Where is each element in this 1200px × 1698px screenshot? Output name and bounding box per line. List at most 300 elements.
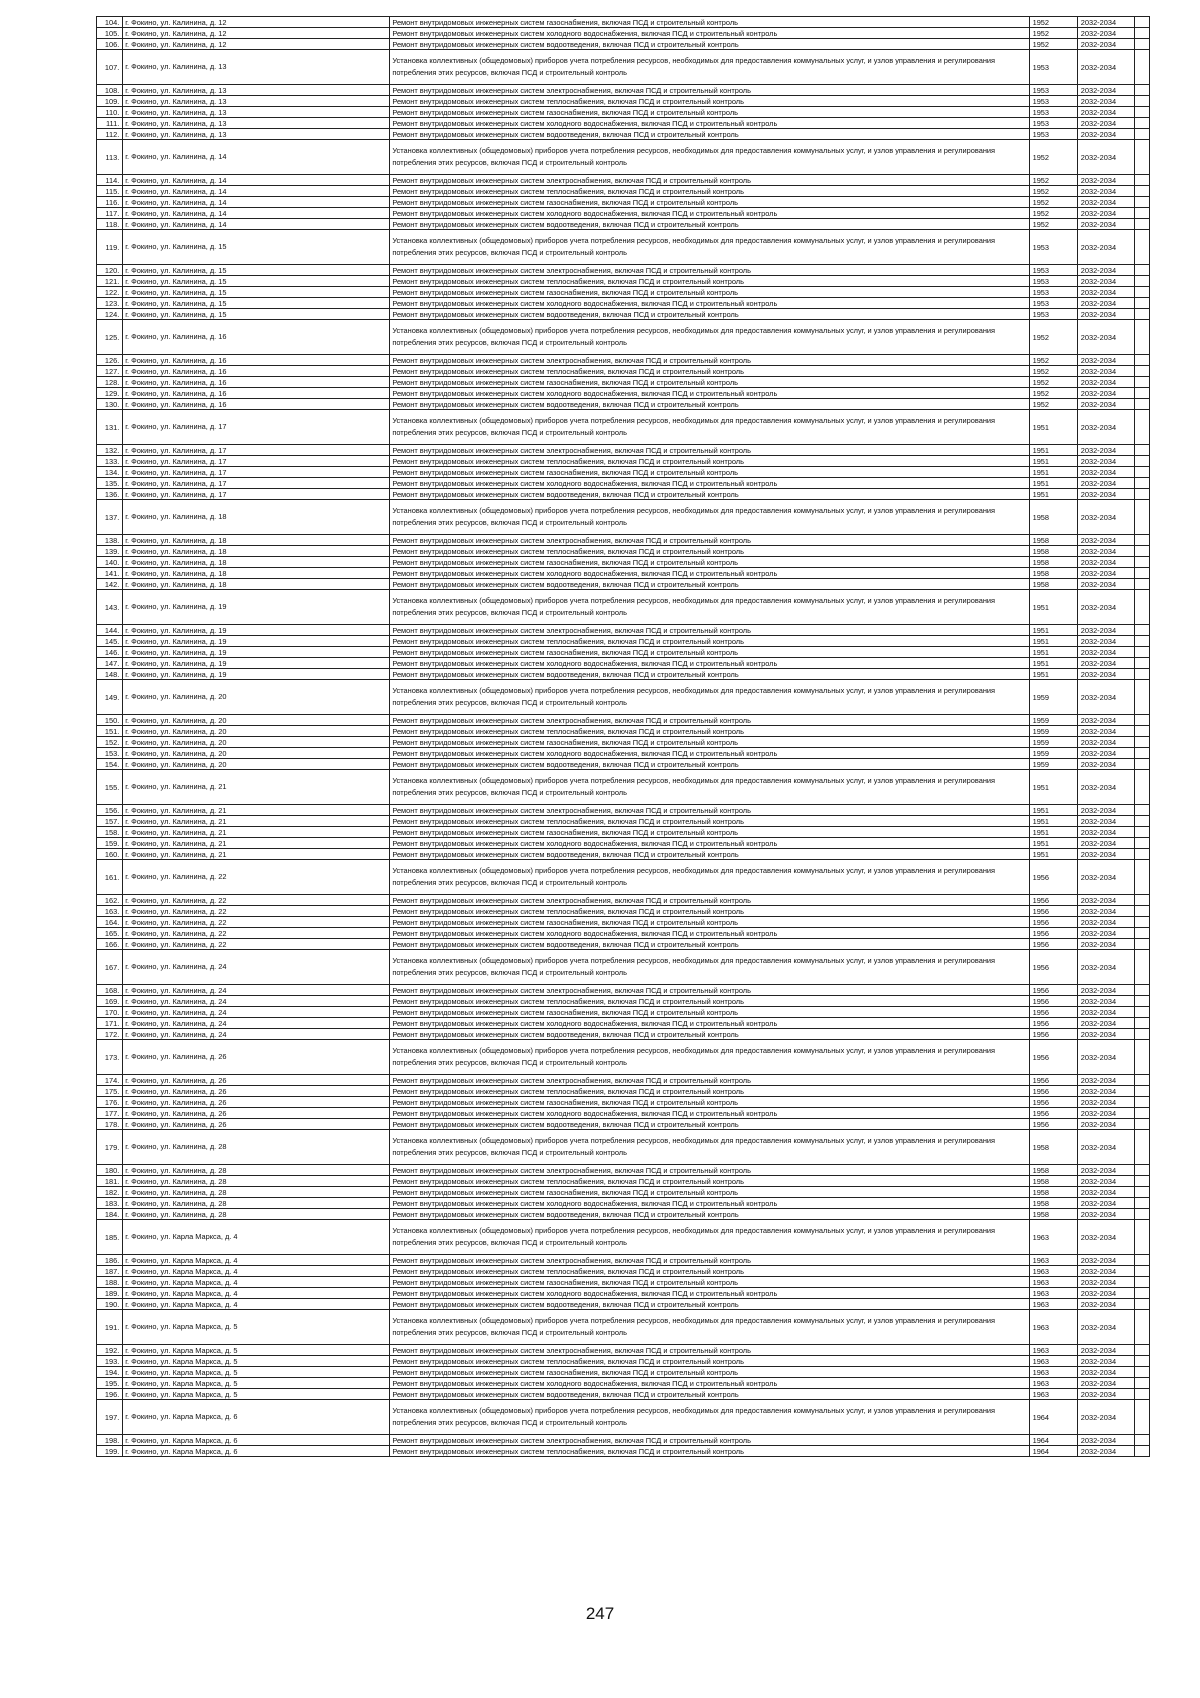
table-row — [97, 456, 1150, 467]
table-row — [97, 827, 1150, 838]
row-number-cell: 149. — [97, 680, 123, 715]
row-number-cell: 185. — [97, 1220, 123, 1255]
work-type-cell: Ремонт внутридомовых инженерных систем электроснабжения, включая ПСД и строительный контроль — [390, 895, 1029, 906]
table-row — [97, 1029, 1150, 1040]
work-type-cell: Ремонт внутридомовых инженерных систем электроснабжения, включая ПСД и строительный контроль — [390, 985, 1029, 996]
address-cell: г. Фокино, ул. Карла Маркса, д. 5 — [123, 1310, 390, 1345]
period-cell: 2032-2034 — [1077, 1029, 1134, 1040]
empty-cell — [1134, 467, 1149, 478]
build-year-cell: 1951 — [1029, 590, 1077, 625]
empty-cell — [1134, 838, 1149, 849]
build-year-cell: 1953 — [1029, 129, 1077, 140]
table-row — [97, 1007, 1150, 1018]
address-cell: г. Фокино, ул. Карла Маркса, д. 6 — [123, 1435, 390, 1446]
period-cell: 2032-2034 — [1077, 827, 1134, 838]
address-cell: г. Фокино, ул. Калинина, д. 24 — [123, 950, 390, 985]
work-type-cell: Ремонт внутридомовых инженерных систем водоотведения, включая ПСД и строительный контроль — [390, 1209, 1029, 1220]
address-cell: г. Фокино, ул. Карла Маркса, д. 4 — [123, 1266, 390, 1277]
period-cell: 2032-2034 — [1077, 715, 1134, 726]
build-year-cell: 1951 — [1029, 816, 1077, 827]
table-row — [97, 939, 1150, 950]
row-number-cell: 152. — [97, 737, 123, 748]
build-year-cell: 1952 — [1029, 17, 1077, 28]
empty-cell — [1134, 1277, 1149, 1288]
address-cell: г. Фокино, ул. Калинина, д. 28 — [123, 1198, 390, 1209]
period-cell: 2032-2034 — [1077, 230, 1134, 265]
row-number-cell: 147. — [97, 658, 123, 669]
empty-cell — [1134, 175, 1149, 186]
empty-cell — [1134, 636, 1149, 647]
empty-cell — [1134, 849, 1149, 860]
table-row — [97, 838, 1150, 849]
address-cell: г. Фокино, ул. Карла Маркса, д. 4 — [123, 1255, 390, 1266]
row-number-cell: 192. — [97, 1345, 123, 1356]
empty-cell — [1134, 1400, 1149, 1435]
row-number-cell: 173. — [97, 1040, 123, 1075]
table-row — [97, 625, 1150, 636]
address-cell: г. Фокино, ул. Калинина, д. 28 — [123, 1187, 390, 1198]
period-cell: 2032-2034 — [1077, 265, 1134, 276]
build-year-cell: 1952 — [1029, 366, 1077, 377]
table-row — [97, 197, 1150, 208]
build-year-cell: 1952 — [1029, 320, 1077, 355]
work-type-cell: Ремонт внутридомовых инженерных систем электроснабжения, включая ПСД и строительный контроль — [390, 85, 1029, 96]
empty-cell — [1134, 355, 1149, 366]
empty-cell — [1134, 816, 1149, 827]
table-row — [97, 726, 1150, 737]
row-number-cell: 150. — [97, 715, 123, 726]
table-row — [97, 1277, 1150, 1288]
work-type-cell: Ремонт внутридомовых инженерных систем теплоснабжения, включая ПСД и строительный контроль — [390, 96, 1029, 107]
empty-cell — [1134, 568, 1149, 579]
row-number-cell: 157. — [97, 816, 123, 827]
empty-cell — [1134, 1209, 1149, 1220]
address-cell: г. Фокино, ул. Калинина, д. 13 — [123, 129, 390, 140]
address-cell: г. Фокино, ул. Калинина, д. 24 — [123, 1018, 390, 1029]
build-year-cell: 1956 — [1029, 1075, 1077, 1086]
build-year-cell: 1953 — [1029, 107, 1077, 118]
work-type-cell: Ремонт внутридомовых инженерных систем водоотведения, включая ПСД и строительный контроль — [390, 669, 1029, 680]
empty-cell — [1134, 748, 1149, 759]
row-number-cell: 110. — [97, 107, 123, 118]
table-row — [97, 355, 1150, 366]
empty-cell — [1134, 1086, 1149, 1097]
address-cell: г. Фокино, ул. Калинина, д. 14 — [123, 140, 390, 175]
work-type-cell: Ремонт внутридомовых инженерных систем газоснабжения, включая ПСД и строительный контроль — [390, 827, 1029, 838]
build-year-cell: 1958 — [1029, 546, 1077, 557]
address-cell: г. Фокино, ул. Карла Маркса, д. 6 — [123, 1400, 390, 1435]
table-row — [97, 1187, 1150, 1198]
empty-cell — [1134, 985, 1149, 996]
work-type-cell: Установка коллективных (общедомовых) приборов учета потребления ресурсов, необходимых для предоставления коммунальных услуг, и узлов управления и регулирования потребления этих ресурсов, включая ПСД и строительный контроль — [390, 230, 1029, 265]
row-number-cell: 188. — [97, 1277, 123, 1288]
period-cell: 2032-2034 — [1077, 489, 1134, 500]
row-number-cell: 146. — [97, 647, 123, 658]
table-row — [97, 996, 1150, 1007]
table-row — [97, 1288, 1150, 1299]
address-cell: г. Фокино, ул. Калинина, д. 20 — [123, 748, 390, 759]
work-type-cell: Ремонт внутридомовых инженерных систем теплоснабжения, включая ПСД и строительный контроль — [390, 1086, 1029, 1097]
address-cell: г. Фокино, ул. Калинина, д. 26 — [123, 1097, 390, 1108]
empty-cell — [1134, 186, 1149, 197]
empty-cell — [1134, 805, 1149, 816]
empty-cell — [1134, 1176, 1149, 1187]
row-number-cell: 112. — [97, 129, 123, 140]
table-row — [97, 748, 1150, 759]
table-row — [97, 85, 1150, 96]
table-row — [97, 770, 1150, 805]
work-type-cell: Ремонт внутридомовых инженерных систем водоотведения, включая ПСД и строительный контроль — [390, 1029, 1029, 1040]
row-number-cell: 170. — [97, 1007, 123, 1018]
empty-cell — [1134, 96, 1149, 107]
build-year-cell: 1963 — [1029, 1378, 1077, 1389]
work-type-cell: Ремонт внутридомовых инженерных систем газоснабжения, включая ПСД и строительный контроль — [390, 917, 1029, 928]
table-row — [97, 928, 1150, 939]
address-cell: г. Фокино, ул. Калинина, д. 18 — [123, 535, 390, 546]
empty-cell — [1134, 737, 1149, 748]
build-year-cell: 1953 — [1029, 85, 1077, 96]
row-number-cell: 140. — [97, 557, 123, 568]
work-type-cell: Ремонт внутридомовых инженерных систем электроснабжения, включая ПСД и строительный контроль — [390, 1345, 1029, 1356]
address-cell: г. Фокино, ул. Калинина, д. 17 — [123, 467, 390, 478]
row-number-cell: 167. — [97, 950, 123, 985]
empty-cell — [1134, 1018, 1149, 1029]
period-cell: 2032-2034 — [1077, 1165, 1134, 1176]
period-cell: 2032-2034 — [1077, 895, 1134, 906]
build-year-cell: 1952 — [1029, 186, 1077, 197]
work-type-cell: Ремонт внутридомовых инженерных систем теплоснабжения, включая ПСД и строительный контроль — [390, 1356, 1029, 1367]
period-cell: 2032-2034 — [1077, 219, 1134, 230]
table-row — [97, 399, 1150, 410]
period-cell: 2032-2034 — [1077, 1356, 1134, 1367]
table-row — [97, 1209, 1150, 1220]
empty-cell — [1134, 917, 1149, 928]
row-number-cell: 191. — [97, 1310, 123, 1345]
work-type-cell: Установка коллективных (общедомовых) приборов учета потребления ресурсов, необходимых для предоставления коммунальных услуг, и узлов управления и регулирования потребления этих ресурсов, включая ПСД и строительный контроль — [390, 1310, 1029, 1345]
build-year-cell: 1963 — [1029, 1345, 1077, 1356]
address-cell: г. Фокино, ул. Калинина, д. 13 — [123, 107, 390, 118]
table-row — [97, 1345, 1150, 1356]
empty-cell — [1134, 1367, 1149, 1378]
empty-cell — [1134, 827, 1149, 838]
work-type-cell: Установка коллективных (общедомовых) приборов учета потребления ресурсов, необходимых для предоставления коммунальных услуг, и узлов управления и регулирования потребления этих ресурсов, включая ПСД и строительный контроль — [390, 770, 1029, 805]
empty-cell — [1134, 928, 1149, 939]
work-type-cell: Ремонт внутридомовых инженерных систем газоснабжения, включая ПСД и строительный контроль — [390, 107, 1029, 118]
table-row — [97, 669, 1150, 680]
work-type-cell: Ремонт внутридомовых инженерных систем холодного водоснабжения, включая ПСД и строительный контроль — [390, 388, 1029, 399]
period-cell: 2032-2034 — [1077, 849, 1134, 860]
build-year-cell: 1958 — [1029, 535, 1077, 546]
table-row — [97, 410, 1150, 445]
address-cell: г. Фокино, ул. Карла Маркса, д. 4 — [123, 1288, 390, 1299]
build-year-cell: 1956 — [1029, 939, 1077, 950]
empty-cell — [1134, 17, 1149, 28]
work-type-cell: Ремонт внутридомовых инженерных систем холодного водоснабжения, включая ПСД и строительный контроль — [390, 1378, 1029, 1389]
period-cell: 2032-2034 — [1077, 1086, 1134, 1097]
build-year-cell: 1963 — [1029, 1310, 1077, 1345]
build-year-cell: 1952 — [1029, 208, 1077, 219]
row-number-cell: 176. — [97, 1097, 123, 1108]
build-year-cell: 1963 — [1029, 1255, 1077, 1266]
work-type-cell: Ремонт внутридомовых инженерных систем теплоснабжения, включая ПСД и строительный контроль — [390, 186, 1029, 197]
table-row — [97, 568, 1150, 579]
work-type-cell: Ремонт внутридомовых инженерных систем электроснабжения, включая ПСД и строительный контроль — [390, 1435, 1029, 1446]
address-cell: г. Фокино, ул. Калинина, д. 19 — [123, 669, 390, 680]
empty-cell — [1134, 535, 1149, 546]
empty-cell — [1134, 647, 1149, 658]
address-cell: г. Фокино, ул. Калинина, д. 19 — [123, 590, 390, 625]
table-row — [97, 1378, 1150, 1389]
period-cell: 2032-2034 — [1077, 118, 1134, 129]
empty-cell — [1134, 366, 1149, 377]
period-cell: 2032-2034 — [1077, 1446, 1134, 1457]
row-number-cell: 142. — [97, 579, 123, 590]
row-number-cell: 125. — [97, 320, 123, 355]
build-year-cell: 1951 — [1029, 838, 1077, 849]
period-cell: 2032-2034 — [1077, 590, 1134, 625]
table-row — [97, 219, 1150, 230]
table-row — [97, 1266, 1150, 1277]
address-cell: г. Фокино, ул. Калинина, д. 19 — [123, 636, 390, 647]
build-year-cell: 1953 — [1029, 118, 1077, 129]
address-cell: г. Фокино, ул. Калинина, д. 20 — [123, 737, 390, 748]
row-number-cell: 136. — [97, 489, 123, 500]
period-cell: 2032-2034 — [1077, 445, 1134, 456]
table-row — [97, 276, 1150, 287]
table-row — [97, 715, 1150, 726]
period-cell: 2032-2034 — [1077, 129, 1134, 140]
build-year-cell: 1959 — [1029, 726, 1077, 737]
row-number-cell: 197. — [97, 1400, 123, 1435]
period-cell: 2032-2034 — [1077, 1389, 1134, 1400]
row-number-cell: 120. — [97, 265, 123, 276]
build-year-cell: 1951 — [1029, 410, 1077, 445]
row-number-cell: 123. — [97, 298, 123, 309]
period-cell: 2032-2034 — [1077, 500, 1134, 535]
build-year-cell: 1951 — [1029, 636, 1077, 647]
build-year-cell: 1959 — [1029, 737, 1077, 748]
work-type-cell: Ремонт внутридомовых инженерных систем теплоснабжения, включая ПСД и строительный контроль — [390, 816, 1029, 827]
build-year-cell: 1951 — [1029, 489, 1077, 500]
period-cell: 2032-2034 — [1077, 456, 1134, 467]
build-year-cell: 1956 — [1029, 1108, 1077, 1119]
build-year-cell: 1963 — [1029, 1299, 1077, 1310]
table-row — [97, 1075, 1150, 1086]
build-year-cell: 1956 — [1029, 928, 1077, 939]
work-type-cell: Ремонт внутридомовых инженерных систем электроснабжения, включая ПСД и строительный контроль — [390, 625, 1029, 636]
build-year-cell: 1951 — [1029, 658, 1077, 669]
row-number-cell: 141. — [97, 568, 123, 579]
empty-cell — [1134, 1198, 1149, 1209]
address-cell: г. Фокино, ул. Калинина, д. 21 — [123, 827, 390, 838]
empty-cell — [1134, 388, 1149, 399]
period-cell: 2032-2034 — [1077, 669, 1134, 680]
build-year-cell: 1958 — [1029, 1165, 1077, 1176]
address-cell: г. Фокино, ул. Калинина, д. 22 — [123, 895, 390, 906]
work-type-cell: Ремонт внутридомовых инженерных систем водоотведения, включая ПСД и строительный контроль — [390, 219, 1029, 230]
table-row — [97, 759, 1150, 770]
row-number-cell: 122. — [97, 287, 123, 298]
address-cell: г. Фокино, ул. Калинина, д. 17 — [123, 410, 390, 445]
period-cell: 2032-2034 — [1077, 1299, 1134, 1310]
address-cell: г. Фокино, ул. Калинина, д. 28 — [123, 1130, 390, 1165]
row-number-cell: 109. — [97, 96, 123, 107]
empty-cell — [1134, 1097, 1149, 1108]
address-cell: г. Фокино, ул. Калинина, д. 14 — [123, 186, 390, 197]
work-type-cell: Ремонт внутридомовых инженерных систем электроснабжения, включая ПСД и строительный контроль — [390, 175, 1029, 186]
work-type-cell: Ремонт внутридомовых инженерных систем электроснабжения, включая ПСД и строительный контроль — [390, 1255, 1029, 1266]
work-type-cell: Ремонт внутридомовых инженерных систем электроснабжения, включая ПСД и строительный контроль — [390, 1075, 1029, 1086]
work-type-cell: Ремонт внутридомовых инженерных систем газоснабжения, включая ПСД и строительный контроль — [390, 647, 1029, 658]
period-cell: 2032-2034 — [1077, 805, 1134, 816]
row-number-cell: 193. — [97, 1356, 123, 1367]
table-row — [97, 636, 1150, 647]
build-year-cell: 1964 — [1029, 1446, 1077, 1457]
table-row — [97, 737, 1150, 748]
empty-cell — [1134, 500, 1149, 535]
row-number-cell: 179. — [97, 1130, 123, 1165]
table-row — [97, 950, 1150, 985]
empty-cell — [1134, 1007, 1149, 1018]
empty-cell — [1134, 478, 1149, 489]
row-number-cell: 119. — [97, 230, 123, 265]
table-row — [97, 1165, 1150, 1176]
period-cell: 2032-2034 — [1077, 197, 1134, 208]
address-cell: г. Фокино, ул. Калинина, д. 26 — [123, 1119, 390, 1130]
address-cell: г. Фокино, ул. Калинина, д. 24 — [123, 985, 390, 996]
period-cell: 2032-2034 — [1077, 1288, 1134, 1299]
table-row — [97, 388, 1150, 399]
row-number-cell: 137. — [97, 500, 123, 535]
empty-cell — [1134, 298, 1149, 309]
address-cell: г. Фокино, ул. Калинина, д. 17 — [123, 456, 390, 467]
work-type-cell: Ремонт внутридомовых инженерных систем холодного водоснабжения, включая ПСД и строительный контроль — [390, 928, 1029, 939]
work-type-cell: Ремонт внутридомовых инженерных систем теплоснабжения, включая ПСД и строительный контроль — [390, 906, 1029, 917]
work-type-cell: Установка коллективных (общедомовых) приборов учета потребления ресурсов, необходимых для предоставления коммунальных услуг, и узлов управления и регулирования потребления этих ресурсов, включая ПСД и строительный контроль — [390, 1400, 1029, 1435]
address-cell: г. Фокино, ул. Калинина, д. 19 — [123, 658, 390, 669]
row-number-cell: 168. — [97, 985, 123, 996]
work-type-cell: Ремонт внутридомовых инженерных систем газоснабжения, включая ПСД и строительный контроль — [390, 377, 1029, 388]
row-number-cell: 187. — [97, 1266, 123, 1277]
period-cell: 2032-2034 — [1077, 1130, 1134, 1165]
work-type-cell: Ремонт внутридомовых инженерных систем газоснабжения, включая ПСД и строительный контроль — [390, 17, 1029, 28]
address-cell: г. Фокино, ул. Калинина, д. 20 — [123, 759, 390, 770]
period-cell: 2032-2034 — [1077, 535, 1134, 546]
row-number-cell: 108. — [97, 85, 123, 96]
work-type-cell: Ремонт внутридомовых инженерных систем водоотведения, включая ПСД и строительный контроль — [390, 939, 1029, 950]
empty-cell — [1134, 1165, 1149, 1176]
row-number-cell: 198. — [97, 1435, 123, 1446]
period-cell: 2032-2034 — [1077, 939, 1134, 950]
row-number-cell: 134. — [97, 467, 123, 478]
empty-cell — [1134, 1255, 1149, 1266]
row-number-cell: 107. — [97, 50, 123, 85]
table-row — [97, 478, 1150, 489]
work-type-cell: Ремонт внутридомовых инженерных систем электроснабжения, включая ПСД и строительный контроль — [390, 1165, 1029, 1176]
build-year-cell: 1953 — [1029, 50, 1077, 85]
build-year-cell: 1952 — [1029, 377, 1077, 388]
row-number-cell: 190. — [97, 1299, 123, 1310]
address-cell: г. Фокино, ул. Карла Маркса, д. 5 — [123, 1356, 390, 1367]
work-type-cell: Установка коллективных (общедомовых) приборов учета потребления ресурсов, необходимых для предоставления коммунальных услуг, и узлов управления и регулирования потребления этих ресурсов, включая ПСД и строительный контроль — [390, 1220, 1029, 1255]
work-type-cell: Ремонт внутридомовых инженерных систем газоснабжения, включая ПСД и строительный контроль — [390, 1097, 1029, 1108]
address-cell: г. Фокино, ул. Калинина, д. 18 — [123, 568, 390, 579]
row-number-cell: 129. — [97, 388, 123, 399]
table-row — [97, 17, 1150, 28]
period-cell: 2032-2034 — [1077, 175, 1134, 186]
work-type-cell: Ремонт внутридомовых инженерных систем холодного водоснабжения, включая ПСД и строительный контроль — [390, 208, 1029, 219]
address-cell: г. Фокино, ул. Калинина, д. 14 — [123, 175, 390, 186]
table-row — [97, 590, 1150, 625]
empty-cell — [1134, 208, 1149, 219]
table-row — [97, 860, 1150, 895]
period-cell: 2032-2034 — [1077, 1209, 1134, 1220]
row-number-cell: 169. — [97, 996, 123, 1007]
address-cell: г. Фокино, ул. Калинина, д. 14 — [123, 197, 390, 208]
build-year-cell: 1959 — [1029, 715, 1077, 726]
empty-cell — [1134, 1029, 1149, 1040]
build-year-cell: 1956 — [1029, 1097, 1077, 1108]
period-cell: 2032-2034 — [1077, 546, 1134, 557]
work-type-cell: Ремонт внутридомовых инженерных систем газоснабжения, включая ПСД и строительный контроль — [390, 1007, 1029, 1018]
row-number-cell: 172. — [97, 1029, 123, 1040]
work-type-cell: Установка коллективных (общедомовых) приборов учета потребления ресурсов, необходимых для предоставления коммунальных услуг, и узлов управления и регулирования потребления этих ресурсов, включая ПСД и строительный контроль — [390, 950, 1029, 985]
period-cell: 2032-2034 — [1077, 208, 1134, 219]
row-number-cell: 158. — [97, 827, 123, 838]
period-cell: 2032-2034 — [1077, 377, 1134, 388]
period-cell: 2032-2034 — [1077, 388, 1134, 399]
address-cell: г. Фокино, ул. Карла Маркса, д. 6 — [123, 1446, 390, 1457]
row-number-cell: 132. — [97, 445, 123, 456]
work-type-cell: Ремонт внутридомовых инженерных систем газоснабжения, включая ПСД и строительный контроль — [390, 1277, 1029, 1288]
table-row — [97, 467, 1150, 478]
work-type-cell: Ремонт внутридомовых инженерных систем водоотведения, включая ПСД и строительный контроль — [390, 1389, 1029, 1400]
empty-cell — [1134, 456, 1149, 467]
address-cell: г. Фокино, ул. Калинина, д. 28 — [123, 1165, 390, 1176]
period-cell: 2032-2034 — [1077, 1400, 1134, 1435]
work-type-cell: Ремонт внутридомовых инженерных систем водоотведения, включая ПСД и строительный контроль — [390, 1119, 1029, 1130]
empty-cell — [1134, 287, 1149, 298]
build-year-cell: 1958 — [1029, 579, 1077, 590]
table-row — [97, 118, 1150, 129]
period-cell: 2032-2034 — [1077, 996, 1134, 1007]
row-number-cell: 195. — [97, 1378, 123, 1389]
build-year-cell: 1951 — [1029, 770, 1077, 805]
address-cell: г. Фокино, ул. Калинина, д. 18 — [123, 579, 390, 590]
address-cell: г. Фокино, ул. Калинина, д. 15 — [123, 265, 390, 276]
empty-cell — [1134, 85, 1149, 96]
empty-cell — [1134, 489, 1149, 500]
work-type-cell: Установка коллективных (общедомовых) приборов учета потребления ресурсов, необходимых для предоставления коммунальных услуг, и узлов управления и регулирования потребления этих ресурсов, включая ПСД и строительный контроль — [390, 320, 1029, 355]
work-type-cell: Ремонт внутридомовых инженерных систем водоотведения, включая ПСД и строительный контроль — [390, 309, 1029, 320]
table-row — [97, 377, 1150, 388]
table-row — [97, 107, 1150, 118]
row-number-cell: 143. — [97, 590, 123, 625]
period-cell: 2032-2034 — [1077, 917, 1134, 928]
row-number-cell: 165. — [97, 928, 123, 939]
address-cell: г. Фокино, ул. Калинина, д. 26 — [123, 1108, 390, 1119]
empty-cell — [1134, 625, 1149, 636]
work-type-cell: Ремонт внутридомовых инженерных систем теплоснабжения, включая ПСД и строительный контроль — [390, 1446, 1029, 1457]
build-year-cell: 1951 — [1029, 805, 1077, 816]
address-cell: г. Фокино, ул. Калинина, д. 17 — [123, 478, 390, 489]
row-number-cell: 171. — [97, 1018, 123, 1029]
work-type-cell: Установка коллективных (общедомовых) приборов учета потребления ресурсов, необходимых для предоставления коммунальных услуг, и узлов управления и регулирования потребления этих ресурсов, включая ПСД и строительный контроль — [390, 140, 1029, 175]
empty-cell — [1134, 1130, 1149, 1165]
address-cell: г. Фокино, ул. Калинина, д. 15 — [123, 230, 390, 265]
table-row — [97, 309, 1150, 320]
empty-cell — [1134, 860, 1149, 895]
